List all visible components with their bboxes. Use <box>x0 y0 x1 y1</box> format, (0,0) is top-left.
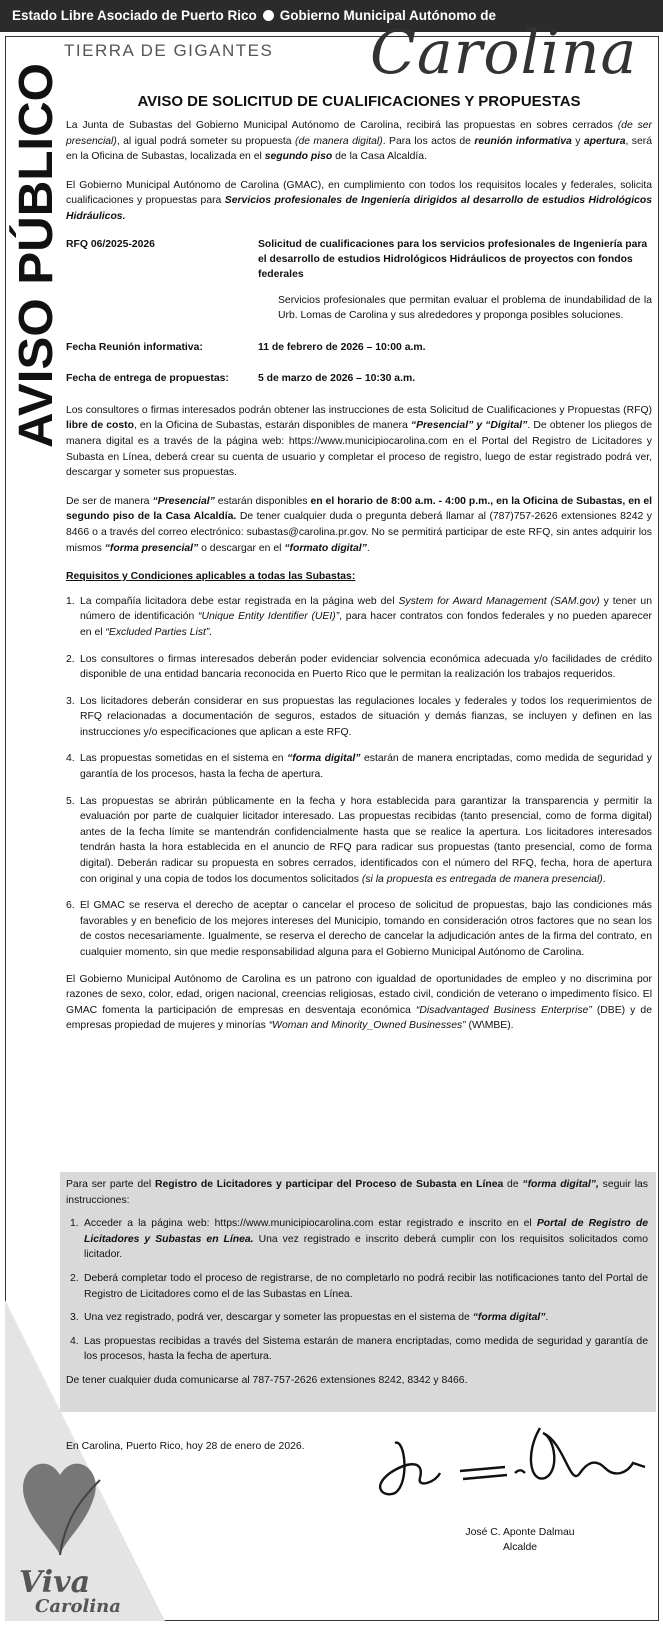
list-number: 2. <box>70 1272 79 1284</box>
header-left-text: Estado Libre Asociado de Puerto Rico <box>12 8 257 23</box>
page-title: AVISO DE SOLICITUD DE CUALIFICACIONES Y PROPUESTAS <box>137 93 581 110</box>
list-item <box>66 652 652 683</box>
text: Acceder a la página web: https://www.municipiocarolina.com estar registrado e inscrito en el <box>84 1218 537 1230</box>
text: . <box>545 1312 549 1324</box>
list-text: Los consultores o firmas interesados deberán poder evidenciar solvencia económica adecuada y/o facilidades de crédito disponible de una entidad bancaria reconocida en Puerto Rico que le permitan la realización los trabajos requeridos. <box>80 653 652 681</box>
text: estarán de manera encriptadas, como medida de seguridad y garantía de los procesos, hasta la fecha de apertura. <box>80 753 652 781</box>
text: . Para los actos de <box>382 135 475 147</box>
list-text <box>84 1310 648 1326</box>
list-number: 4. <box>70 1335 79 1347</box>
text: La Junta de Subastas del Gobierno Municipal Autónomo de Carolina, recibirá las propuestas en sobres cerrados <box>66 120 618 131</box>
text: Los consultores o firmas interesados podrán obtener las instrucciones de esta Solicitud de Cualificaciones y Propuestas (RFQ) <box>66 404 652 416</box>
list-text <box>80 594 652 641</box>
text: , al igual podrá someter su propuesta <box>116 135 295 147</box>
equal-opportunity-paragraph <box>66 972 652 1034</box>
text: “forma digital” <box>287 753 361 765</box>
text: Para ser parte del <box>66 1179 155 1190</box>
text: “Presencial” y “Digital” <box>410 420 528 432</box>
list-text <box>80 794 652 888</box>
text: La compañía licitadora debe estar registrada en la página web del <box>80 595 399 607</box>
text: Una vez registrado, podrá ver, descargar y someter las propuestas en el sistema de <box>84 1312 473 1324</box>
intro-paragraph-1 <box>66 118 652 165</box>
text: estarán disponibles <box>214 495 311 507</box>
list-number: 4. <box>66 753 75 765</box>
list-number: 1. <box>66 595 75 607</box>
rfq-number: RFQ 06/2025-2026 <box>66 238 155 250</box>
list-text <box>80 751 652 782</box>
list-number: 3. <box>66 695 75 707</box>
text: segundo piso <box>264 151 333 163</box>
list-item <box>66 1216 648 1263</box>
instructions-paragraph-1 <box>66 403 652 481</box>
list-item <box>66 898 652 960</box>
text: “Disadvantaged Business Enterprise” <box>415 1004 592 1016</box>
list-item <box>66 594 652 641</box>
rfq-description: Servicios profesionales que permitan evaluar el problema de inundabilidad de la Urb. Lomas de Carolina y sus alrededores y proponga posibles soluciones. <box>278 294 652 322</box>
requirements-title: Requisitos y Condiciones aplicables a todas las Subastas: <box>66 571 356 583</box>
text: , en la Oficina de Subastas, estarán disponibles de manera <box>133 420 411 432</box>
text: o descargar en el <box>198 542 285 554</box>
text: “Excluded Parties List”. <box>105 626 213 638</box>
text: . De obtener los pliegos de manera digital es a través de la página web: https://www.municipiocarolina.com en el Portal del Registro de Licitadores y Subasta en Línea, deberá crear su cuenta de usuario y completar el proceso de registro, luego de estar registrado podrá ver, descargar y someter sus propuestas. <box>66 420 652 479</box>
tagline: TIERRA DE GIGANTES <box>64 41 274 60</box>
text: (W\MBE). <box>465 1020 514 1032</box>
side-banner-text: AVISO PÚBLICO <box>10 72 58 448</box>
signer-title: Alcalde <box>502 1542 538 1553</box>
list-item <box>66 694 652 741</box>
meeting-date-value: 11 de febrero de 2026 – 10:00 a.m. <box>258 341 426 353</box>
text: De ser de manera <box>66 495 153 507</box>
text: El Gobierno Municipal Autónomo de Carolina es un patrono con igualdad de oportunidades de empleo y no discrimina por razones de sexo, color, edad, origen nacional, creencias religiosas, estado civil, condición de veterano o impedimento físico. El GMAC fomenta la participación de empresas en desventaja económica <box>66 973 652 1016</box>
text: Portal de Registro de Licitadores y Subastas en Línea. <box>84 1218 648 1245</box>
list-text: Los licitadores deberán considerar en sus propuestas las regulaciones locales y federales y todos los requerimientos de RFQ relacionadas a documentación de seguros, estados de situación y demás fianzas, se incluyen y definen en las instrucciones y/o especificaciones que aplican a este RFQ. <box>80 695 652 738</box>
text: (de manera digital) <box>295 135 383 147</box>
rfq-title: Solicitud de cualificaciones para los servicios profesionales de Ingeniería para el desarrollo de estudios Hidrológicos Hidráulicos de proyectos con fondos federales <box>258 238 648 281</box>
text: y <box>571 135 584 147</box>
list-number: 1. <box>70 1218 79 1230</box>
text: “Presencial” <box>152 495 215 507</box>
text: de <box>503 1179 523 1190</box>
signature-image <box>365 1423 655 1503</box>
text: El Gobierno Municipal Autónomo de Carolina (GMAC), en cumplimiento con todos los requisitos locales y federales, solicita cualificaciones y propuestas para <box>66 179 652 207</box>
list-text: Las propuestas recibidas a través del Sistema estarán de manera encriptadas, como medida de seguridad y garantía de los procesos, hasta la fecha de apertura. <box>84 1335 648 1363</box>
side-banner <box>8 36 58 456</box>
place-date: En Carolina, Puerto Rico, hoy 28 de enero de 2026. <box>66 1441 305 1452</box>
signer-name: José C. Aponte Dalmau <box>465 1527 575 1538</box>
text: Las propuestas sometidas en el sistema en <box>80 753 288 765</box>
instructions-paragraph-2 <box>66 494 652 556</box>
text: Las propuestas se abrirán públicamente en la fecha y hora establecida para garantizar la transparencia y permitir la evaluación por parte de cualquier licitador interesado. Las propuestas recibidas (tanto presencial, como de forma digital) antes de la fecha límite se mantendrán confidencialmente hasta que se realice la apertura. Los licitadores interesados tendrán hasta la hora establecida en el anuncio de RFQ para radicar sus propuestas (tanto presencial, como de forma digital). Deberán radicar su propuesta en sobres cerrados, identificados con el número del RFQ, fecha, hora de apertura con original y una copia de todos los documentos solicitados <box>80 795 652 885</box>
logo-text-viva: Viva <box>19 1565 91 1600</box>
text: y tener un número de identificación <box>80 595 652 623</box>
text: . <box>602 873 606 885</box>
delivery-date-label: Fecha de entrega de propuestas: <box>66 373 229 385</box>
list-number: 3. <box>70 1312 79 1324</box>
list-text: Deberá completar todo el proceso de registrarse, de no completarlo no podrá recibir las notificaciones tanto del Portal de Registro de Licitadores como el de las Subastas en Línea. <box>84 1272 648 1300</box>
text: , para hacer contratos con fondos federales y no pueden aparecer en el <box>80 611 652 638</box>
online-contact: De tener cualquier duda comunicarse al 787-757-2626 extensiones 8242, 8342 y 8466. <box>66 1374 468 1386</box>
logo-text-carolina: Carolina <box>35 1596 121 1617</box>
text: “forma digital”, <box>522 1179 599 1190</box>
main-content <box>66 118 652 1034</box>
delivery-date-value: 5 de marzo de 2026 – 10:30 a.m. <box>258 373 416 385</box>
text: “Unique Entity Identifier (UEI)” <box>198 611 340 623</box>
text: de la Casa Alcaldía. <box>332 151 427 163</box>
list-text <box>84 1216 648 1263</box>
requirements-list <box>66 594 652 961</box>
list-item <box>66 751 652 782</box>
signature-stroke <box>531 1428 645 1479</box>
signature-stroke <box>460 1467 525 1479</box>
text: Servicios profesionales de Ingeniería dirigidos al desarrollo de estudios Hidrológicos Hidráulicos. <box>66 195 652 222</box>
list-item <box>66 1271 648 1302</box>
text: “forma digital” <box>472 1312 546 1324</box>
list-text: El GMAC se reserva el derecho de aceptar o cancelar el proceso de solicitud de propuestas, bajo las condiciones más favorables y en beneficio de los mejores intereses del Municipio, tomando en consideración otros factores que no sean los de costos necesariamente. Igualmente, se reserva el derecho de cancelar la adjudicación antes de la firma del contrato, en cualquier momento, sin que medie responsabilidad alguna para el Gobierno Municipal Autónomo de Carolina. <box>80 900 652 958</box>
text: apertura <box>583 135 626 147</box>
list-item <box>66 794 652 888</box>
rfq-block <box>66 237 652 283</box>
text: System for Award Management (SAM.gov) <box>398 595 600 607</box>
online-intro <box>66 1177 648 1208</box>
city-logotype: Carolina <box>370 18 638 88</box>
text: Registro de Licitadores y participar del Proceso de Subasta en Línea <box>154 1179 504 1190</box>
text: “Woman and Minority_Owned Businesses” <box>268 1020 466 1032</box>
text: libre de costo <box>66 420 134 432</box>
text: “formato digital” <box>284 542 367 554</box>
signature-stroke <box>380 1443 440 1495</box>
text: (de ser presencial) <box>66 120 652 147</box>
list-number: 6. <box>66 900 75 912</box>
text: “forma presencial” <box>104 542 199 554</box>
corner-decoration <box>5 1300 165 1621</box>
text: De tener cualquier duda o pregunta deberá llamar al (787)757-2626 extensiones 8242 y 8466 o a través del correo electrónico: subastas@carolina.pr.gov. No se permitirá participar de este RFQ, sin antes adquirir los mismos <box>66 511 652 554</box>
header-right-text: Gobierno Municipal Autónomo de <box>279 8 497 23</box>
meeting-date-row <box>66 340 652 356</box>
text: reunión informativa <box>474 135 572 147</box>
signer-block <box>420 1525 620 1555</box>
text: en el horario de 8:00 a.m. - 4:00 p.m., en la Oficina de Subastas, en el segundo piso de la Casa Alcaldía. <box>66 495 652 523</box>
text: seguir las instrucciones: <box>66 1179 648 1206</box>
text: . <box>366 542 370 554</box>
text: Una vez registrado e inscrito deberá cumplir con los requisitos solicitados como licitador. <box>84 1233 648 1261</box>
meeting-date-label: Fecha Reunión informativa: <box>66 341 203 353</box>
text: (si la propuesta es entregada de manera presencial) <box>361 873 603 885</box>
list-number: 5. <box>66 795 75 807</box>
text: (DBE) y de empresas propiedad de mujeres y minorías <box>66 1004 652 1032</box>
delivery-date-row <box>66 371 652 387</box>
bullet-dot-icon <box>263 10 274 21</box>
intro-paragraph-2 <box>66 178 652 225</box>
list-number: 2. <box>66 653 75 665</box>
text: , será en la Oficina de Subastas, localizada en el <box>66 135 652 163</box>
